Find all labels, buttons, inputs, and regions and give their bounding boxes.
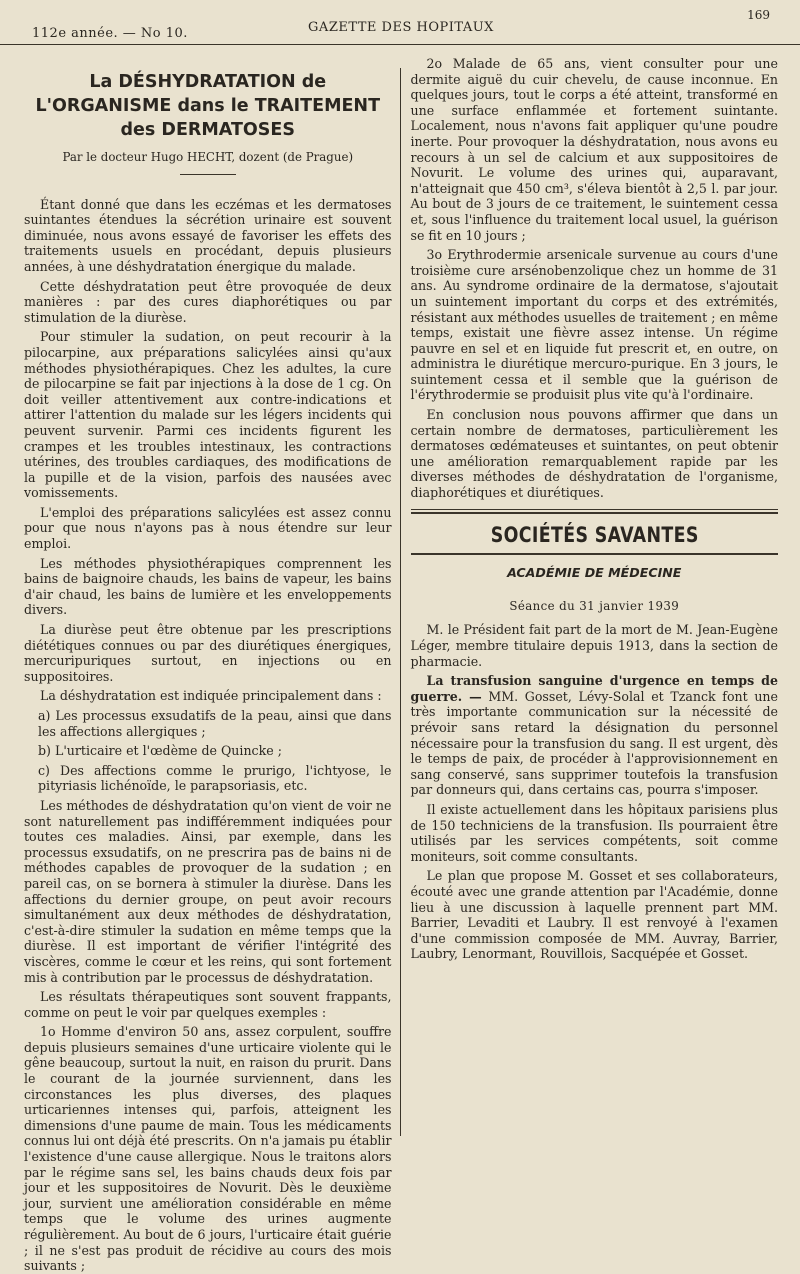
paragraph: Étant donné que dans les eczémas et les dermatoses suintantes étendues la sécrétion urinaire est souvent diminuée, nous avons essayé de favoriser les effets des traitements usuels en procédant, depuis plusieurs années, à une déshydratation énergique du malade. — [24, 196, 392, 274]
article-byline: Par le docteur Hugo HECHT, dozent (de Prague) — [62, 150, 354, 164]
list-item: c) Des affections comme le prurigo, l'ichtyose, le pityriasis lichénoïde, le parapsoriasis, etc. — [38, 762, 392, 794]
paragraph: La diurèse peut être obtenue par les prescriptions diététiques connues ou par des diurétiques énergiques, mercuripuriques surtout, en injections ou en suppositoires. — [24, 622, 392, 684]
section-heading: SOCIÉTÉS SAVANTES — [490, 522, 699, 547]
right-column — [401, 56, 779, 1136]
paragraph: L'emploi des préparations salicylées est assez connu pour que nous n'ayons pas à nous étendre sur leur emploi. — [24, 504, 392, 552]
list-item: b) L'urticaire et l'œdème de Quincke ; — [38, 743, 282, 759]
case-paragraph: 3o Erythrodermie arsenicale survenue au cours d'une troisième cure arsénobenzolique chez un homme de 31 ans. Au syndrome ordinaire de la dermatose, s'ajoutait un suintement important du corps et des extrémités, résistant aux méthodes usuelles de traitement ; en même temps, existait une fièvre assez intense. Un régime pauvre en sel et en liquide fut prescrit et, en outre, on administra le diurétique mercuro-purique. En 3 jours, le suintement cessa et il semble que la guérison de l'érythrodermie se produisit plus vite qu'à l'ordinaire. — [410, 247, 778, 403]
paragraph: M. le Président fait part de la mort de M. Jean-Eugène Léger, membre titulaire depuis 1913, dans la section de pharmacie. — [410, 622, 778, 669]
paragraph — [411, 673, 779, 798]
page-number: 169 — [747, 8, 770, 22]
academy-heading: ACADÉMIE DE MÉDECINE — [507, 565, 682, 581]
journal-title: GAZETTE DES HOPITAUX — [308, 20, 494, 35]
paragraph: Les résultats thérapeutiques sont souvent frappants, comme on peut le voir par quelques exemples : — [24, 989, 392, 1020]
paragraph: Pour stimuler la sudation, on peut recourir à la pilocarpine, aux préparations salicylées ainsi qu'aux méthodes physiothérapiques. Chez les adultes, la cure de pilocarpine se fait par injections à la dose de 1 cg. On doit veiller attentivement aux contre-indications et attirer l'attention du malade sur les légers incidents qui peuvent survenir. Parmi ces incidents figurent les crampes et les troubles intestinaux, les contractions utérines, des troubles cardiaques, des modifications de la pupille et de la vision, parfois des nausées avec vomissements. — [24, 329, 392, 501]
paragraph: Les méthodes physiothérapiques comprennent les bains de baignoire chauds, les bains de vapeur, les bains d'air chaud, les bains de lumière et les enveloppements divers. — [24, 555, 392, 618]
paragraph: Les méthodes de déshydratation qu'on vient de voir ne sont naturellement pas indifféremment indiquées pour toutes ces maladies. Ainsi, par exemple, dans les processus exsudatifs, on ne prescrira pas de bains ni de méthodes capables de provoquer de la sudation ; en pareil cas, on se bornera à stimuler la diurèse. Dans les affections du dernier groupe, on peut avoir recours simultanément aux deux méthodes de déshydratation, c'est-à-dire stimuler la sudation en même temps que la diurèse. Il est important de vérifier l'intégrité des viscères, comme le cœur et les reins, qui sont fortement mis à contribution par le processus de déshydratation. — [24, 797, 392, 985]
page-header — [24, 0, 778, 40]
case-paragraph: 2o Malade de 65 ans, vient consulter pour une dermite aiguë du cuir chevelu, de cause inconnue. En quelques jours, tout le corps a été atteint, transformé en une surface enflammée et fortement suintante. Localement, nous n'avons fait appliquer qu'une poudre inerte. Pour provoquer la déshydratation, nous avons eu recours à un sel de calcium et aux suppositoires de Novurit. Le volume des urines qui, auparavant, n'atteignait que 450 cm³, s'éleva bientôt à 2,5 l. par jour. Au bout de 3 jours de ce traitement, le suintement cessa et, sous l'influence du traitement local usuel, la guérison se fit en 10 jours ; — [410, 56, 778, 243]
paragraph-text: MM. Gosset, Lévy-Solal et Tzanck font une très importante communication sur la nécessité de prévoir sans retard la désignation du personnel nécessaire pour la transfusion du sang. Il est urgent, dès le temps de paix, de procéder à l'approvisionnement en sang conservé, sans supprimer toutefois la transfusion par donneurs qui, dans certains cas, pourra s'imposer. — [410, 688, 778, 798]
session-date: Séance du 31 janvier 1939 — [509, 598, 680, 613]
conclusion-paragraph: En conclusion nous pouvons affirmer que dans un certain nombre de dermatoses, particulièrement les dermatoses œdémateuses et suintantes, on peut obtenir une amélioration remarquablement rapide par les diverses méthodes de déshydratation de l'organisme, diaphorétiques et diurétiques. — [410, 407, 778, 501]
article-title: La DÉSHYDRATATION de L'ORGANISME dans le TRAITEMENT des DERMATOSES — [35, 72, 381, 140]
list-item: a) Les processus exsudatifs de la peau, ainsi que dans les affections allergiques ; — [38, 708, 392, 739]
case-paragraph: 1o Homme d'environ 50 ans, assez corpulent, souffre depuis plusieurs semaines d'une urticaire violente qui le gêne beaucoup, surtout la nuit, en raison du prurit. Dans le courant de la journée surviennent, dans les circonstances les plus diverses, des plaques urticariennes intenses qui, parfois, atteignent les dimensions d'une paume de main. Tous les médicaments connus lui ont déjà été prescrits. On n'a jamais pu établir l'existence d'une cause allergique. Nous le traitons alors par le régime sans sel, les bains chauds deux fois par jour et les suppositoires de Novurit. Dès le deuxième jour, survient une amélioration considérable en même temps que le volume des urines augmente régulièrement. Au bout de 6 jours, l'urticaire était guérie ; il ne s'est pas produit de récidive au cours des mois suivants ; — [24, 1024, 392, 1274]
paragraph: La déshydratation est indiquée principalement dans : — [40, 688, 382, 704]
header-rule — [0, 44, 800, 45]
left-column — [24, 56, 400, 1274]
issue-number: 112e année. — No 10. — [32, 26, 188, 41]
paragraph: Cette déshydratation peut être provoquée de deux manières : par des cures diaphorétiques ou par stimulation de la diurèse. — [24, 278, 392, 325]
paragraph: Il existe actuellement dans les hôpitaux parisiens plus de 150 techniciens de la transfusion. Ils pourraient être utilisés par les services compétents, soit comme moniteurs, soit comme consultants. — [410, 801, 778, 864]
subsection-title: La transfusion sanguine d'urgence en temps de guerre. — — [410, 673, 778, 704]
paragraph: Le plan que propose M. Gosset et ses collaborateurs, écouté avec une grande attention par l'Académie, donne lieu à une discussion à laquelle prennent part MM. Barrier, Levaditi et Laubry. Il est renvoyé à l'examen d'une commission composée de MM. Auvray, Barrier, Laubry, Lenormant, Rouvillois, Sacquépée et Gosset. — [410, 868, 778, 962]
section-rule — [411, 553, 779, 555]
two-column-body — [24, 56, 778, 1274]
section-rule — [411, 509, 779, 514]
title-divider — [180, 174, 236, 175]
